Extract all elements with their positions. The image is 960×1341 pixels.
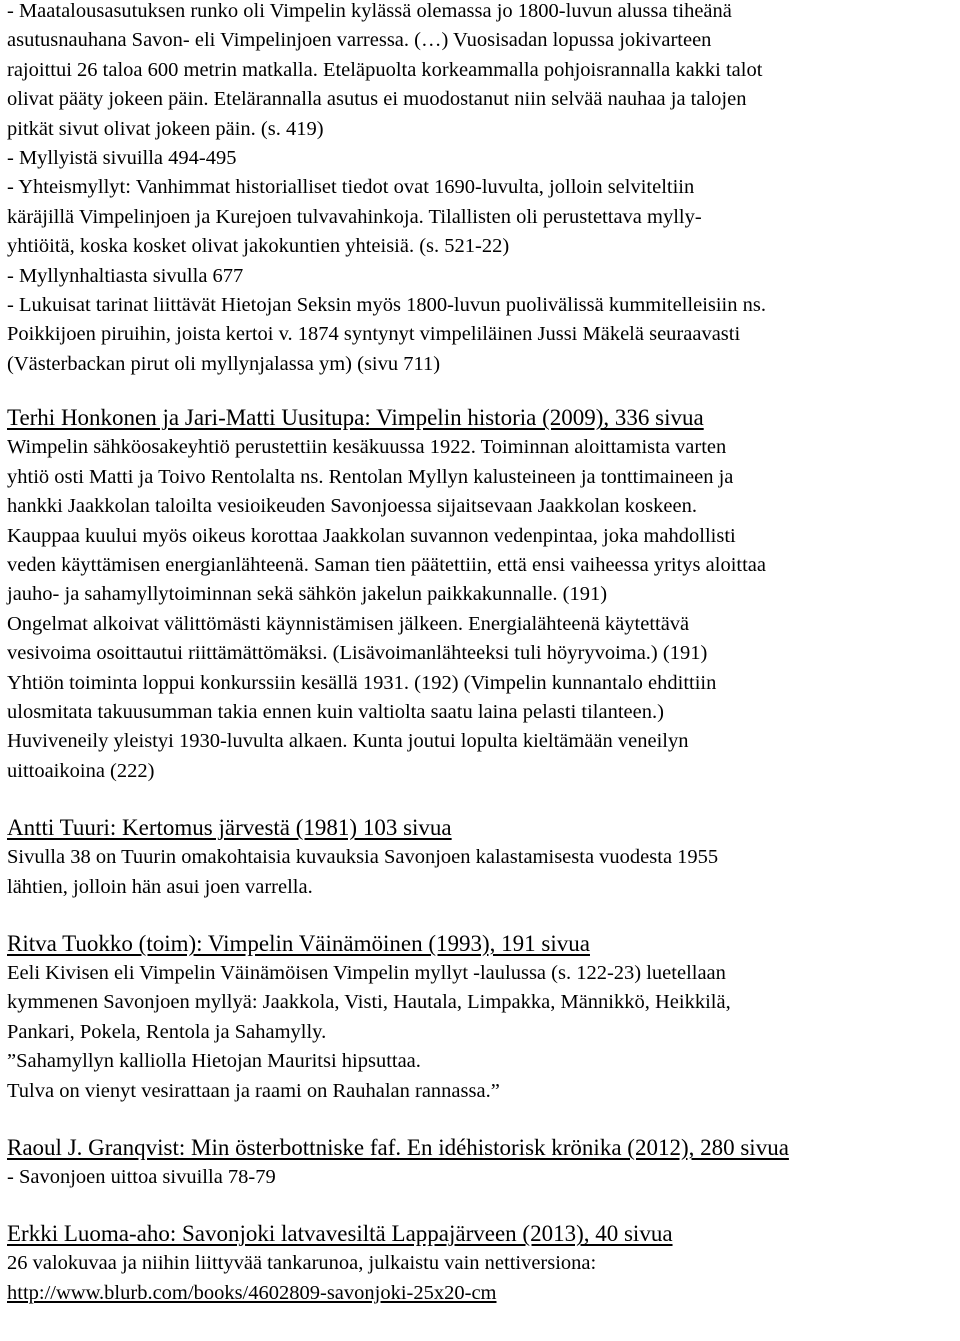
tuokko-line-5: Tulva on vienyt vesirattaan ja raami on Rauhalan rannassa.” [7,1079,500,1102]
tuuri-section [7,812,960,902]
spacer [7,786,960,812]
honkonen-line-7: Ongelmat alkoivat välittömästi käynnistämisen jälkeen. Energialähteenä käytettävä [7,612,690,635]
granqvist-section [7,1132,960,1192]
spacer [7,1192,960,1218]
honkonen-line-9: Yhtiön toiminta loppui konkurssiin kesällä 1931. (192) (Vimpelin kunnantalo ehdittiin [7,671,717,694]
intro-line-8: käräjillä Vimpelinjoen ja Kurejoen tulvavahinkoja. Tilallisten oli perustettava mylly- [7,205,702,228]
tuuri-line-2: lähtien, jolloin hän asui joen varrella. [7,875,313,898]
spacer [7,379,960,402]
honkonen-line-12: uittoaikoina (222) [7,759,155,782]
honkonen-line-10: ulosmitata takuusumman takia ennen kuin valtiolta saatu laina pelasti tilanteen.) [7,700,664,723]
honkonen-line-8: vesivoima osoittautui riittämättömäksi. (Lisävoimanlähteeksi tuli höyryvoima.) (191) [7,642,708,665]
section-heading-tuuri: Antti Tuuri: Kertomus järvestä (1981) 103 sivua [7,815,452,841]
luoma-section [7,1218,960,1308]
intro-line-11: - Lukuisat tarinat liittävät Hietojan Seksin myös 1800-luvun puolivälissä kummitelleisiin ns. [7,294,766,317]
luoma-line-1: 26 valokuvaa ja niihin liittyvää tankarunoa, julkaistu vain nettiversiona: [7,1252,597,1275]
tuokko-line-1: Eeli Kivisen eli Vimpelin Väinämöisen Vimpelin myllyt -laulussa (s. 122-23) luetellaan [7,961,726,984]
honkonen-line-11: Huviveneily yleistyi 1930-luvulta alkaen. Kunta joutui lopulta kieltämään veneilyn [7,730,689,753]
intro-line-9: yhtiöitä, koska kosket olivat jakokuntien yhteisiä. (s. 521-22) [7,235,510,258]
tuokko-line-2: kymmenen Savonjoen myllyä: Jaakkola, Visti, Hautala, Limpakka, Männikkö, Heikkilä, [7,991,731,1014]
intro-section [7,0,960,379]
intro-line-10: - Myllynhaltiasta sivulla 677 [7,264,244,287]
intro-line-2: asutusnauhana Savon- eli Vimpelinjoen varressa. (…) Vuosisadan lopussa jokivarteen [7,29,712,52]
spacer [7,902,960,928]
tuokko-line-3: Pankari, Pokela, Rentola ja Sahamylly. [7,1020,327,1043]
honkonen-section [7,402,960,786]
honkonen-line-3: hankki Jaakkolan taloilta vesioikeuden Savonjoessa sijaitsevaan Jaakkolan koskeen. [7,495,697,518]
tuokko-line-4: ”Sahamyllyn kalliolla Hietojan Mauritsi hipsuttaa. [7,1050,421,1073]
section-heading-granqvist: Raoul J. Granqvist: Min österbottniske faf. En idéhistorisk krönika (2012), 280 sivua [7,1135,789,1160]
honkonen-line-6: jauho- ja sahamyllytoiminnan sekä sähkön jakelun paikkakunnalle. (191) [7,583,608,606]
section-heading-tuokko: Ritva Tuokko (toim): Vimpelin Väinämöinen (1993), 191 sivua [7,930,590,956]
spacer [7,1106,960,1132]
tuokko-section [7,928,960,1106]
intro-line-3: rajoittui 26 taloa 600 metrin matkalla. Eteläpuolta korkeammalla pohjoisrannalla kakki talot [7,58,763,81]
granqvist-line-1: - Savonjoen uittoa sivuilla 78-79 [7,1166,276,1188]
intro-line-7: - Yhteismyllyt: Vanhimmat historialliset tiedot ovat 1690-luvulta, jolloin selviteltiin [7,176,695,199]
blurb-link[interactable]: http://www.blurb.com/books/4602809-savonjoki-25x20-cm [7,1281,497,1304]
honkonen-line-1: Wimpelin sähköosakeyhtiö perustettiin kesäkuussa 1922. Toiminnan aloittamista varten [7,436,727,459]
honkonen-line-5: veden käyttämisen energianlähteenä. Saman tien päätettiin, että ensi vaiheessa yritys aloittaa [7,553,766,576]
intro-line-13: (Västerbackan pirut oli myllynjalassa ym) (sivu 711) [7,352,441,375]
intro-line-6: - Myllyistä sivuilla 494-495 [7,147,237,170]
intro-line-4: olivat pääty jokeen päin. Etelärannalla asutus ei muodostanut niin selvää nauhaa ja talojen [7,88,747,111]
intro-line-1: - Maatalousasutuksen runko oli Vimpelin kylässä olemassa jo 1800-luvun alussa tiheänä [7,0,732,22]
intro-line-5: pitkät sivut olivat jokeen päin. (s. 419) [7,117,324,140]
intro-line-12: Poikkijoen piruihin, joista kertoi v. 1874 syntynyt vimpeliläinen Jussi Mäkelä seuraavasti [7,323,741,346]
section-heading-honkonen: Terhi Honkonen ja Jari-Matti Uusitupa: Vimpelin historia (2009), 336 sivua [7,405,704,431]
link-line [7,1279,960,1308]
tuuri-line-1: Sivulla 38 on Tuurin omakohtaisia kuvauksia Savonjoen kalastamisesta vuodesta 1955 [7,846,719,869]
section-heading-luoma: Erkki Luoma-aho: Savonjoki latvavesiltä Lappajärveen (2013), 40 sivua [7,1221,673,1247]
honkonen-line-4: Kauppaa kuului myös oikeus korottaa Jaakkolan suvannon vedenpintaa, joka mahdollisti [7,524,736,547]
honkonen-line-2: yhtiö osti Matti ja Toivo Rentolalta ns. Rentolan Myllyn kalusteineen ja tonttimaineen ja [7,465,734,488]
